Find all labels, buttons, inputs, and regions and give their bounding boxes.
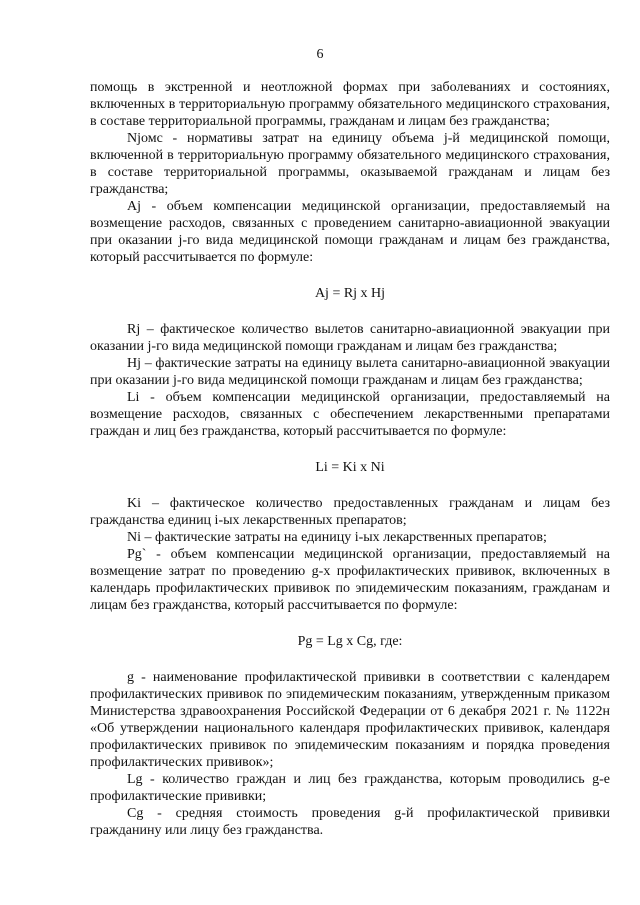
paragraph: Ni – фактические затраты на единицу i-ых лекарственных препаратов;	[127, 530, 547, 545]
paragraph: g - наименование профилактической прививки в соответствии с календарем профилактических прививок по эпидемическим показаниям, утвержденным приказом Министерства здравоохранения Российской Федерации от 6 декабря 2021 г. № 1122н «Об утверждении национального календаря профилактических прививок, календаря профилактических прививок по эпидемическим показаниям и порядка проведения профилактических прививок»;	[90, 670, 610, 770]
formula-aj: Aj = Rj x Hj	[314, 286, 386, 301]
paragraph: Pg` - объем компенсации медицинской организации, предоставляемый на возмещение затрат по проведению g-х профилактических прививок, включенных в календарь профилактических прививок по эпидемическим показаниям, гражданам и лицам без гражданства, который рассчитывается по формуле:	[90, 547, 610, 613]
formula-pg: Pg = Lg x Cg, где:	[297, 634, 403, 649]
page-number: 6	[316, 47, 324, 62]
paragraph: Rj – фактическое количество вылетов санитарно-авиационной эвакуации при оказании j-го вида медицинской помощи гражданам и лицам без гражданства;	[90, 322, 610, 354]
paragraph: Njомс - нормативы затрат на единицу объема j-й медицинской помощи, включенной в территориальную программу обязательного медицинского страхования, в составе территориальной программы, оказываемой гражданам и лицам без гражданства;	[90, 131, 610, 197]
paragraph: Ki – фактическое количество предоставленных гражданам и лицам без гражданства единиц i-ых лекарственных препаратов;	[90, 496, 610, 528]
paragraph: Aj - объем компенсации медицинской организации, предоставляемый на возмещение расходов, связанных с проведением санитарно-авиационной эвакуации при оказании j-го вида медицинской помощи гражданам и лицам без гражданства, который рассчитывается по формуле:	[90, 199, 610, 265]
paragraph: Hj – фактические затраты на единицу вылета санитарно-авиационной эвакуации при оказании j-го вида медицинской помощи гражданам и лицам без гражданства;	[90, 356, 610, 388]
paragraph: помощь в экстренной и неотложной формах при заболеваниях и состояниях, включенных в территориальную программу обязательного медицинского страхования, в составе территориальной программы, гражданам и лицам без гражданства;	[90, 80, 610, 129]
formula-li: Li = Ki x Ni	[315, 460, 385, 475]
paragraph: Lg - количество граждан и лиц без гражданства, которым проводились g-е профилактические прививки;	[90, 772, 610, 804]
paragraph: Li - объем компенсации медицинской организации, предоставляемый на возмещение расходов, связанных с обеспечением лекарственными препаратами граждан и лиц без гражданства, который рассчитывается по формуле:	[90, 390, 610, 439]
document-body	[90, 79, 610, 839]
paragraph: Cg - средняя стоимость проведения g-й профилактической прививки гражданину или лицу без гражданства.	[90, 806, 610, 838]
